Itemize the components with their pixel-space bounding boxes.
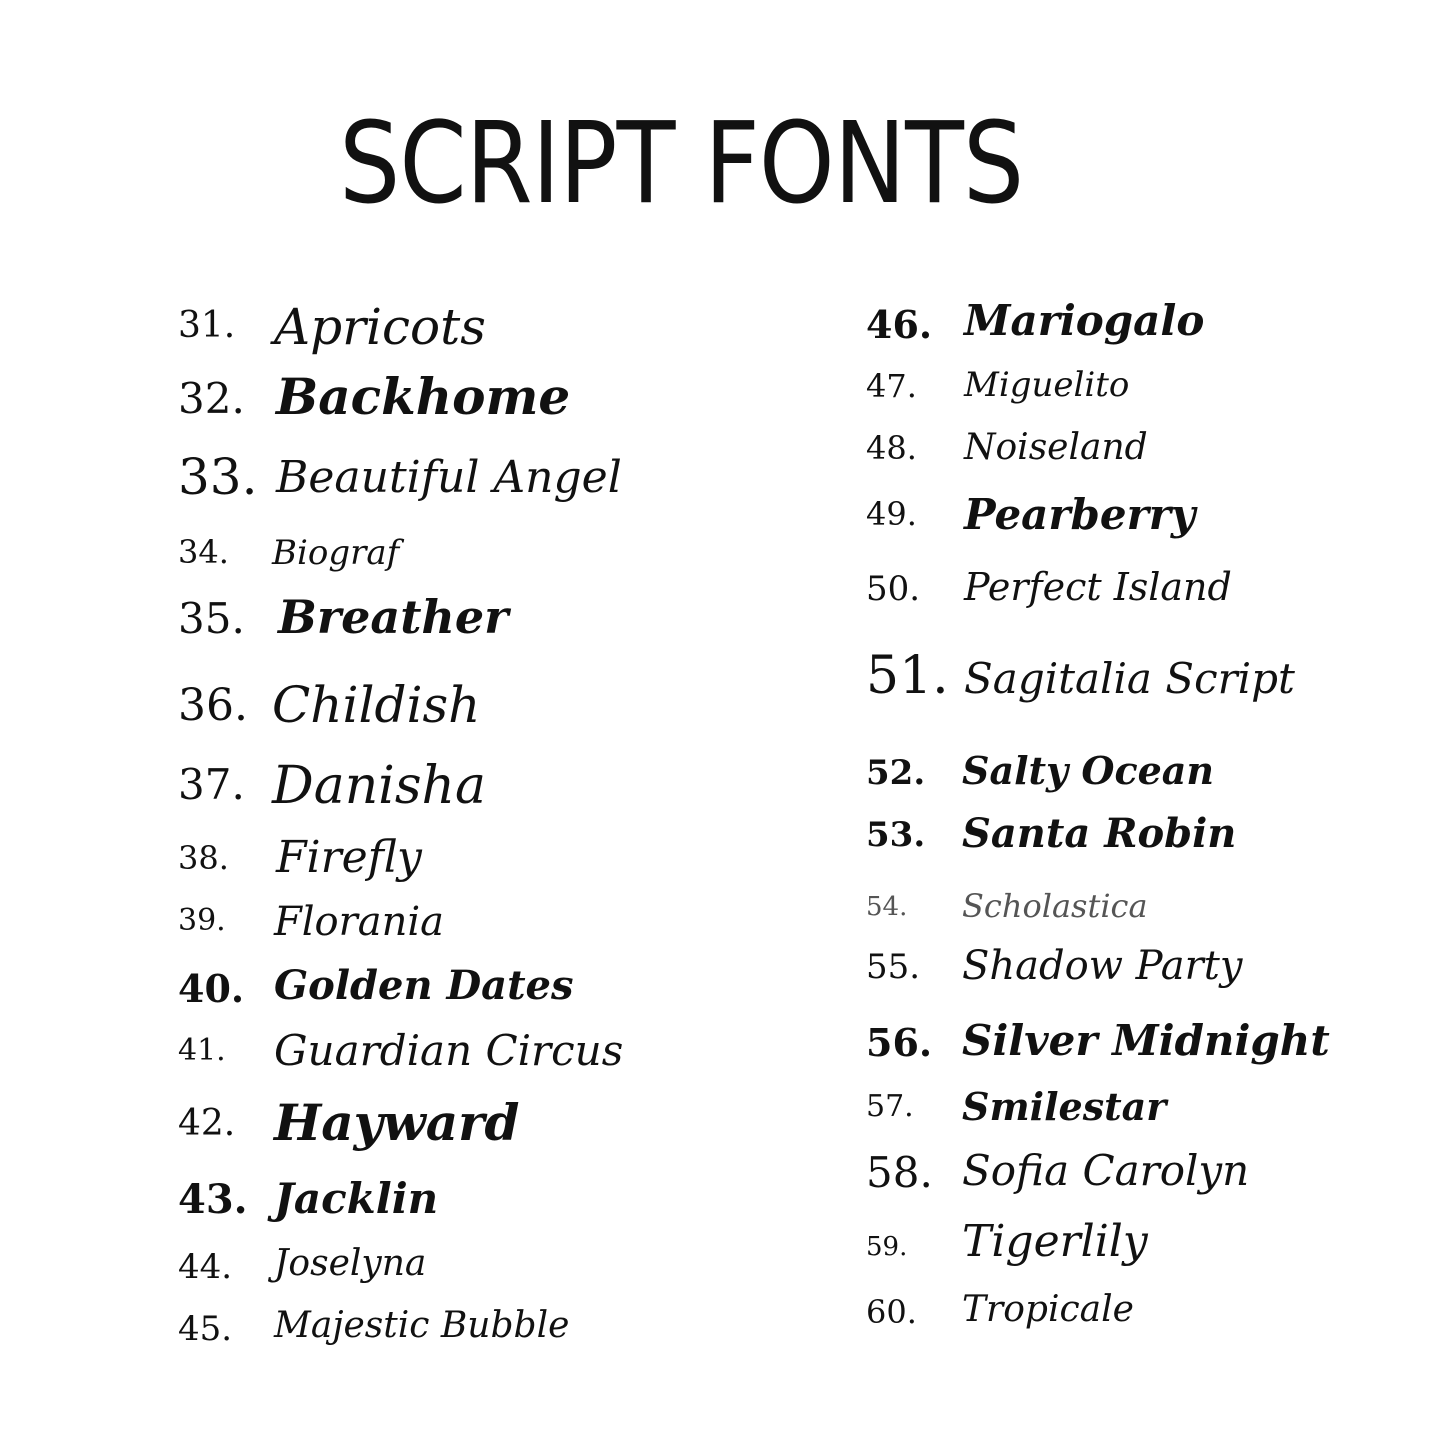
font-name: Tigerlily [962,1216,1148,1267]
font-number: 46. [866,302,933,347]
font-number: 54. [866,892,908,922]
font-name: Tropicale [962,1289,1134,1330]
font-name: Golden Dates [274,962,574,1009]
font-number: 57. [866,1089,914,1124]
font-number: 42. [178,1103,236,1144]
font-name: Firefly [276,832,422,883]
font-name: Joselyna [274,1243,427,1284]
font-number: 44. [178,1247,233,1287]
font-number: 31. [178,305,236,346]
font-number: 39. [178,903,226,938]
font-number: 40. [178,966,245,1011]
font-number: 56. [866,1020,933,1065]
font-name: Apricots [274,298,486,356]
font-name: Perfect Island [964,565,1232,609]
font-number: 49. [866,495,917,533]
font-name: Danisha [272,756,486,816]
font-name: Sofia Carolyn [962,1146,1250,1195]
font-number: 34. [178,533,229,571]
font-number: 41. [178,1033,226,1068]
font-name: Beautiful Angel [276,452,622,503]
font-name: Majestic Bubble [274,1305,570,1346]
font-number: 43. [178,1176,248,1223]
font-number: 35. [178,594,245,643]
font-number: 36. [178,680,248,731]
font-number: 37. [178,760,245,809]
font-name: Noiseland [964,427,1148,468]
font-number: 32. [178,374,245,423]
font-number: 58. [866,1148,933,1197]
font-number: 33. [178,448,258,506]
font-number: 52. [866,753,926,793]
font-name: Florania [274,899,444,945]
font-name: Silver Midnight [962,1016,1330,1065]
font-name: Guardian Circus [274,1026,624,1075]
font-name: Childish [272,676,481,734]
font-name: Jacklin [274,1174,439,1223]
font-name: Smilestar [962,1084,1167,1129]
font-name: Salty Ocean [962,748,1215,793]
font-number: 38. [178,839,229,877]
page-title: SCRIPT FONTS [339,99,1024,229]
font-number: 50. [866,569,921,609]
font-name: Backhome [276,367,571,426]
font-name: Shadow Party [962,943,1243,989]
font-number: 53. [866,815,926,855]
font-name: Breather [278,590,509,644]
font-number: 55. [866,947,921,987]
font-number: 47. [866,367,917,405]
font-name: Santa Robin [962,810,1237,857]
font-name: Miguelito [964,365,1130,405]
font-name: Hayward [274,1093,520,1152]
font-name: Pearberry [964,490,1196,539]
font-number: 45. [178,1309,233,1349]
font-number: 51. [866,646,949,706]
font-name: Mariogalo [964,296,1205,345]
font-number: 48. [866,429,917,467]
font-number: 59. [866,1232,908,1262]
font-name: Biograf [272,533,400,573]
font-name: Sagitalia Script [964,654,1295,703]
font-number: 60. [866,1293,917,1331]
font-name: Scholastica [962,887,1148,925]
